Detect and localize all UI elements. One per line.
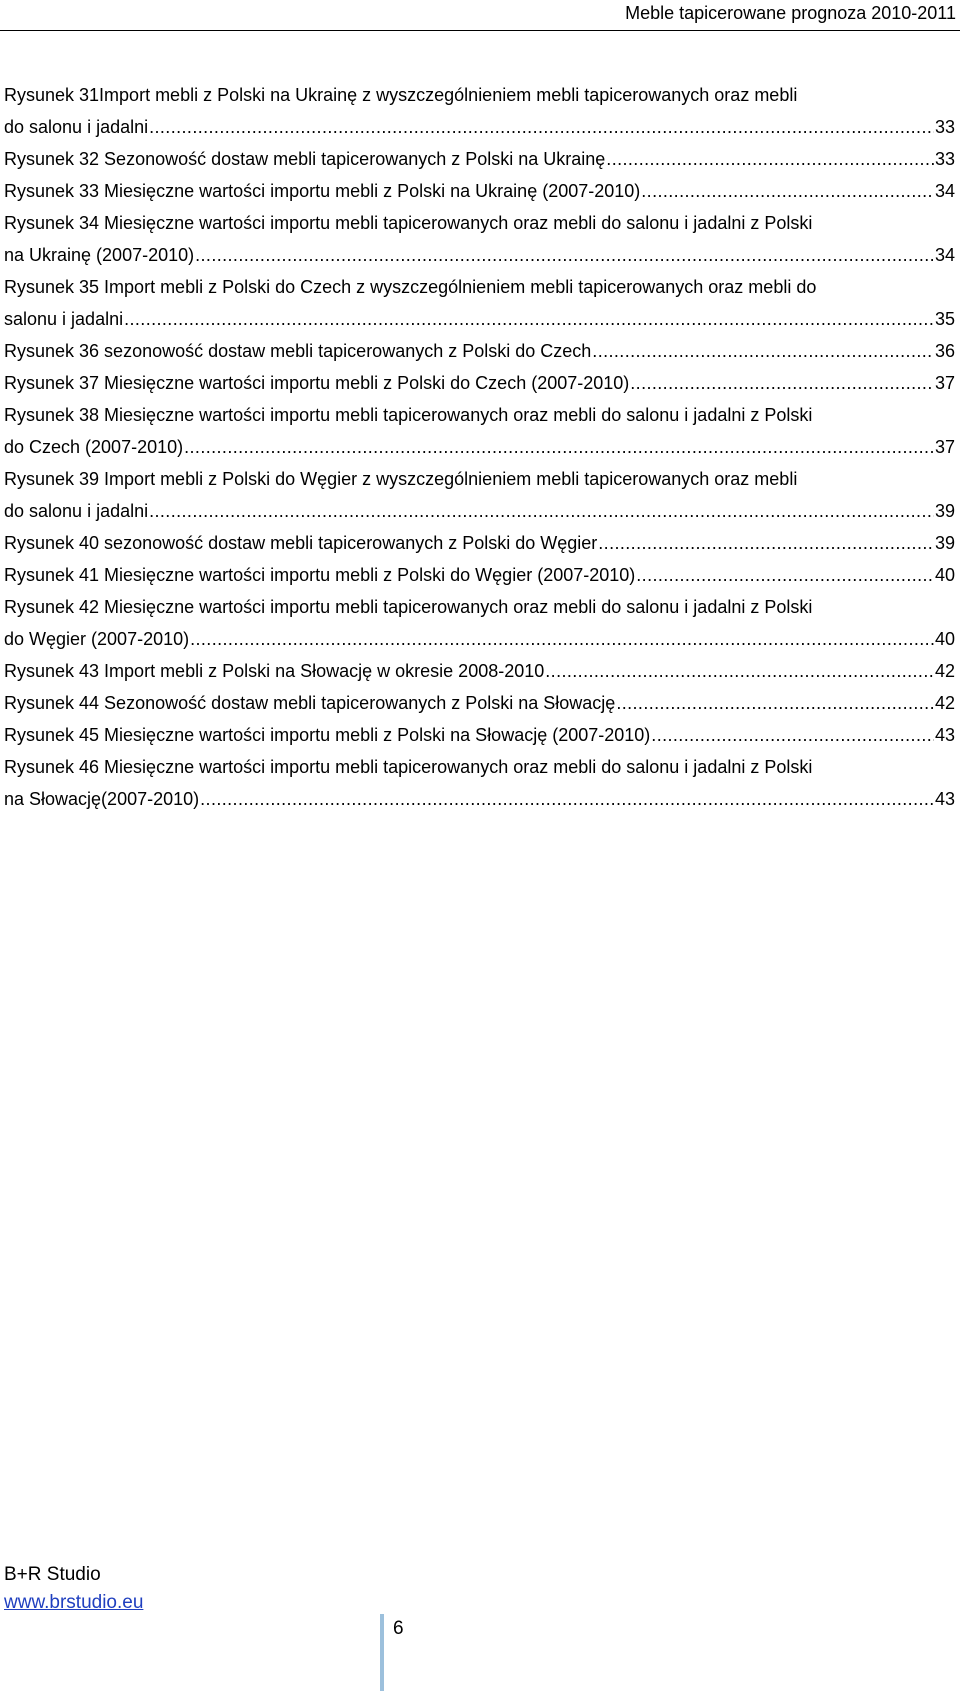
- toc-page-number: 36: [934, 341, 955, 361]
- toc-dot-leader: [651, 719, 934, 751]
- footer-organization: B+R Studio: [4, 1564, 101, 1585]
- toc-entry[interactable]: [4, 751, 955, 815]
- footer-website-link[interactable]: www.brstudio.eu: [4, 1592, 144, 1613]
- toc-page-number: 37: [934, 373, 955, 393]
- toc-dot-leader: [641, 175, 934, 207]
- toc-entry[interactable]: [4, 175, 955, 207]
- toc-entry-text: salonu i jadalni: [4, 309, 124, 329]
- toc-page-number: 37: [934, 437, 955, 457]
- toc-entry[interactable]: [4, 655, 955, 687]
- toc-entry-text: Rysunek 44 Sezonowość dostaw mebli tapicerowanych z Polski na Słowację: [4, 693, 616, 713]
- toc-dot-leader: [200, 783, 934, 815]
- toc-entry-line1: Rysunek 46 Miesięczne wartości importu mebli tapicerowanych oraz mebli do salonu i jadalni z Polski: [4, 757, 813, 777]
- toc-page-number: 40: [934, 629, 955, 649]
- toc-entry[interactable]: [4, 79, 955, 143]
- toc-dot-leader: [195, 239, 934, 271]
- toc-entry[interactable]: [4, 271, 955, 335]
- header-title: Meble tapicerowane prognoza 2010-2011: [625, 3, 956, 23]
- toc-dot-leader: [149, 495, 934, 527]
- toc-dot-leader: [592, 335, 934, 367]
- toc-dot-leader: [598, 527, 934, 559]
- toc-entry[interactable]: [4, 527, 955, 559]
- toc-entry-text: Rysunek 40 sezonowość dostaw mebli tapicerowanych z Polski do Węgier: [4, 533, 598, 553]
- toc-entry-text: Rysunek 32 Sezonowość dostaw mebli tapicerowanych z Polski na Ukrainę: [4, 149, 606, 169]
- page-number: 6: [393, 1618, 404, 1639]
- page-number-bar: [380, 1614, 384, 1691]
- toc-entry[interactable]: [4, 463, 955, 527]
- toc-page-number: 35: [934, 309, 955, 329]
- toc-entry-line1: Rysunek 31Import mebli z Polski na Ukrainę z wyszczególnieniem mebli tapicerowanych oraz mebli: [4, 85, 798, 105]
- toc-page-number: 42: [934, 661, 955, 681]
- toc-entry[interactable]: [4, 367, 955, 399]
- toc-page-number: 43: [934, 725, 955, 745]
- toc-page-number: 39: [934, 501, 955, 521]
- page-header: [0, 0, 960, 31]
- toc-dot-leader: [184, 431, 934, 463]
- toc-entry-text: do Węgier (2007-2010): [4, 629, 190, 649]
- toc-entry-text: Rysunek 37 Miesięczne wartości importu mebli z Polski do Czech (2007-2010): [4, 373, 630, 393]
- toc-entry-line1: Rysunek 35 Import mebli z Polski do Czech z wyszczególnieniem mebli tapicerowanych oraz mebli do: [4, 277, 817, 297]
- toc-entry-line1: Rysunek 42 Miesięczne wartości importu mebli tapicerowanych oraz mebli do salonu i jadalni z Polski: [4, 597, 813, 617]
- toc-entry[interactable]: [4, 399, 955, 463]
- toc-page-number: 42: [934, 693, 955, 713]
- toc-entry-line1: Rysunek 38 Miesięczne wartości importu mebli tapicerowanych oraz mebli do salonu i jadalni z Polski: [4, 405, 813, 425]
- toc-page-number: 33: [934, 149, 955, 169]
- toc-page-number: 39: [934, 533, 955, 553]
- toc-dot-leader: [149, 111, 934, 143]
- toc-entry-text: do salonu i jadalni: [4, 501, 149, 521]
- toc-entry-text: do salonu i jadalni: [4, 117, 149, 137]
- toc-entry-line1: Rysunek 34 Miesięczne wartości importu mebli tapicerowanych oraz mebli do salonu i jadalni z Polski: [4, 213, 813, 233]
- toc-dot-leader: [636, 559, 934, 591]
- toc-entry-text: Rysunek 41 Miesięczne wartości importu mebli z Polski do Węgier (2007-2010): [4, 565, 636, 585]
- toc-dot-leader: [616, 687, 934, 719]
- toc-dot-leader: [545, 655, 934, 687]
- toc-dot-leader: [606, 143, 934, 175]
- toc-entry[interactable]: [4, 719, 955, 751]
- toc-dot-leader: [124, 303, 934, 335]
- toc-entry[interactable]: [4, 559, 955, 591]
- toc-entry-text: Rysunek 45 Miesięczne wartości importu mebli z Polski na Słowację (2007-2010): [4, 725, 651, 745]
- toc-entry-text: Rysunek 43 Import mebli z Polski na Słowację w okresie 2008-2010: [4, 661, 545, 681]
- toc-page-number: 40: [934, 565, 955, 585]
- toc-entry-text: na Słowację(2007-2010): [4, 789, 200, 809]
- toc-page-number: 34: [934, 181, 955, 201]
- toc-page-number: 34: [934, 245, 955, 265]
- toc-entry-line1: Rysunek 39 Import mebli z Polski do Węgier z wyszczególnieniem mebli tapicerowanych oraz mebli: [4, 469, 798, 489]
- toc-entry-text: do Czech (2007-2010): [4, 437, 184, 457]
- toc-entry[interactable]: [4, 207, 955, 271]
- toc-entry-text: na Ukrainę (2007-2010): [4, 245, 195, 265]
- toc-entry-text: Rysunek 36 sezonowość dostaw mebli tapicerowanych z Polski do Czech: [4, 341, 592, 361]
- table-of-figures: [4, 79, 955, 815]
- toc-entry[interactable]: [4, 591, 955, 655]
- toc-entry[interactable]: [4, 143, 955, 175]
- toc-entry[interactable]: [4, 687, 955, 719]
- toc-dot-leader: [630, 367, 934, 399]
- toc-page-number: 33: [934, 117, 955, 137]
- toc-entry-text: Rysunek 33 Miesięczne wartości importu mebli z Polski na Ukrainę (2007-2010): [4, 181, 641, 201]
- toc-dot-leader: [190, 623, 934, 655]
- toc-page-number: 43: [934, 789, 955, 809]
- toc-entry[interactable]: [4, 335, 955, 367]
